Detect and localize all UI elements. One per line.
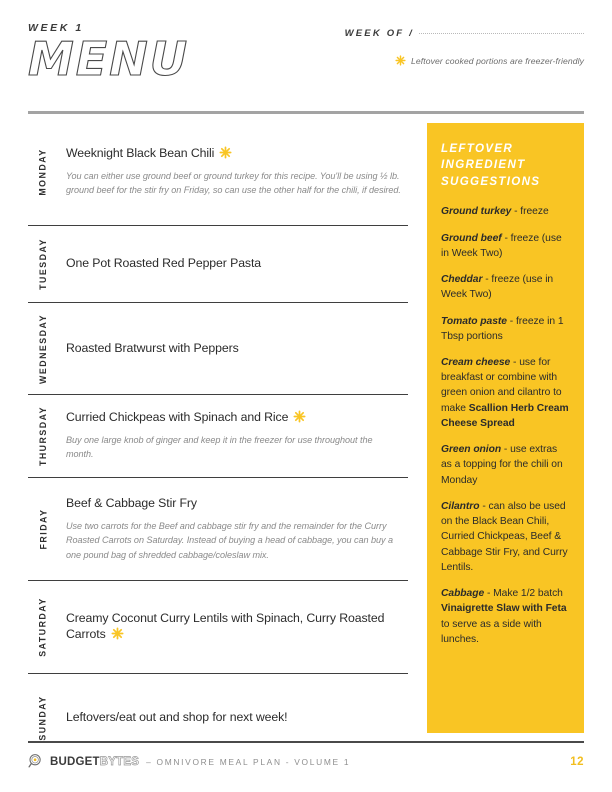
- brand-name-outline: BYTES: [99, 755, 140, 768]
- day-row: [28, 674, 408, 762]
- day-row: [28, 118, 408, 226]
- day-label-thursday: [28, 395, 58, 477]
- day-label-text: MONDAY: [38, 147, 49, 196]
- week-of-field[interactable]: [284, 28, 584, 39]
- day-label-tuesday: [28, 226, 58, 302]
- leftover-item: [441, 442, 570, 488]
- meal-title-text: Curried Chickpeas with Spinach and Rice: [66, 410, 289, 425]
- leftover-ingredient-text: - Make 1/2 batch: [484, 588, 563, 600]
- meal-note: Buy one large knob of ginger and keep it in the freezer for use throughout the month.: [66, 435, 373, 460]
- brand-name-solid: BUDGET: [50, 755, 100, 768]
- leftover-ingredient-text: - use extras as a topping for the chili on Monday: [441, 444, 563, 486]
- footer-divider: [28, 741, 584, 743]
- leftover-ingredient-name: Cream cheese: [441, 357, 511, 368]
- leftover-item: [441, 355, 570, 431]
- day-row: [28, 478, 408, 581]
- day-label-text: WEDNESDAY: [38, 313, 49, 384]
- day-label-text: SATURDAY: [38, 597, 49, 657]
- meal-title[interactable]: [66, 410, 402, 426]
- leftover-recipe-link[interactable]: Scallion Herb Cream Cheese Spread: [441, 402, 569, 429]
- meal-note: You can either use ground beef or ground turkey for this recipe. You'll be using ½ lb. ground beef for the stir fry on Friday, so can use the other half for the chili, if desired.: [66, 170, 401, 195]
- meal-title[interactable]: [66, 496, 402, 512]
- day-label-text: TUESDAY: [38, 238, 49, 290]
- meal-title-text: One Pot Roasted Red Pepper Pasta: [66, 256, 262, 270]
- page-number: 12: [570, 755, 584, 768]
- day-content: [58, 611, 408, 643]
- day-row: [28, 226, 408, 303]
- day-content: [58, 496, 408, 561]
- day-content: [58, 146, 408, 197]
- day-row: [28, 581, 408, 674]
- day-content: [58, 710, 408, 726]
- leftover-ingredient-text: - use for breakfast or combine with green onion and cilantro to make: [441, 357, 562, 414]
- meal-title[interactable]: [66, 146, 402, 162]
- snowflake-icon: [395, 55, 406, 66]
- week-of-dotted-line[interactable]: [419, 32, 584, 34]
- leftover-ingredient-name: Cheddar: [441, 274, 483, 286]
- day-label-wednesday: [28, 303, 58, 394]
- snowflake-icon: [219, 146, 232, 159]
- day-label-saturday: [28, 581, 58, 673]
- page-footer: [28, 753, 584, 770]
- freezer-legend: [284, 55, 584, 66]
- day-label-text: THURSDAY: [38, 405, 49, 467]
- day-label-monday: [28, 118, 58, 225]
- snowflake-icon: [111, 627, 124, 640]
- header-right-block: [284, 28, 584, 66]
- meal-title-text: Creamy Coconut Curry Lentils with Spinach, Curry Roasted Carrots: [66, 611, 385, 641]
- magnifying-glass-icon: [28, 753, 45, 770]
- weekly-menu-list: [28, 118, 408, 762]
- leftover-ingredient-text: - freeze (use in Week Two): [441, 274, 554, 301]
- leftover-ingredient-text: - can also be used on the Black Bean Chili, Curried Chickpeas, Beef & Cabbage Stir Fry, and Curry Lentils.: [441, 500, 568, 573]
- leftover-item: [441, 499, 570, 575]
- leftover-ingredient-text: - freeze (use in Week Two): [441, 232, 562, 259]
- week-of-label: WEEK OF /: [344, 28, 414, 39]
- meal-title[interactable]: [66, 256, 402, 272]
- leftover-item: [441, 272, 570, 302]
- leftover-ingredient-name: Cabbage: [441, 588, 485, 600]
- leftover-item: [441, 586, 570, 647]
- day-content: [58, 410, 408, 461]
- day-content: [58, 256, 408, 272]
- freezer-legend-text: Leftover cooked portions are freezer-friendly: [411, 55, 584, 66]
- leftover-suggestions-panel: [427, 123, 584, 733]
- snowflake-icon: [293, 410, 306, 423]
- day-label-text: SUNDAY: [38, 695, 48, 741]
- footer-subtitle: – OMNIVORE MEAL PLAN - VOLUME 1: [146, 756, 351, 767]
- leftover-ingredient-name: Green onion: [441, 444, 502, 456]
- day-row: [28, 395, 408, 478]
- header-divider: [28, 111, 584, 114]
- leftover-item: [441, 314, 570, 344]
- sidebar-item-list: [441, 204, 570, 647]
- day-label-text: FRIDAY: [38, 508, 48, 550]
- meal-title-text: Roasted Bratwurst with Peppers: [66, 340, 239, 355]
- day-content: [58, 341, 408, 357]
- leftover-ingredient-text: - freeze in 1 Tbsp portions: [441, 315, 564, 342]
- week-label: WEEK 1: [28, 22, 84, 34]
- leftover-ingredient-name: Tomato paste: [441, 315, 507, 327]
- meal-title-text: Beef & Cabbage Stir Fry: [66, 496, 197, 511]
- page-header: [28, 22, 584, 102]
- leftover-item: [441, 204, 570, 219]
- leftover-recipe-link[interactable]: Vinaigrette Slaw with Feta: [441, 603, 567, 615]
- day-label-friday: [28, 478, 58, 580]
- meal-title-text: Leftovers/eat out and shop for next week!: [66, 710, 288, 724]
- leftover-ingredient-name: Ground turkey: [441, 206, 512, 218]
- meal-title[interactable]: [66, 341, 402, 357]
- day-row: [28, 303, 408, 395]
- meal-note: Use two carrots for the Beef and cabbage stir fry and the remainder for the Curry Roasted Carrots on Saturday. Instead of buying a head of cabbage, you can buy a one pound bag of shredded cabbage/coleslaw mix.: [66, 521, 394, 560]
- sidebar-title: LEFTOVER INGREDIENT SUGGESTIONS: [441, 142, 541, 188]
- leftover-ingredient-tail: to serve as a side with lunches.: [441, 618, 542, 645]
- meal-title[interactable]: [66, 611, 402, 643]
- page-title: MENU: [28, 32, 190, 86]
- leftover-ingredient-text: - freeze: [511, 206, 549, 218]
- leftover-ingredient-name: Cilantro: [441, 500, 480, 512]
- meal-title[interactable]: [66, 710, 402, 726]
- meal-title-text: Weeknight Black Bean Chili: [66, 145, 215, 160]
- day-label-sunday: [28, 674, 58, 762]
- leftover-ingredient-name: Ground beef: [441, 232, 502, 244]
- leftover-item: [441, 231, 570, 261]
